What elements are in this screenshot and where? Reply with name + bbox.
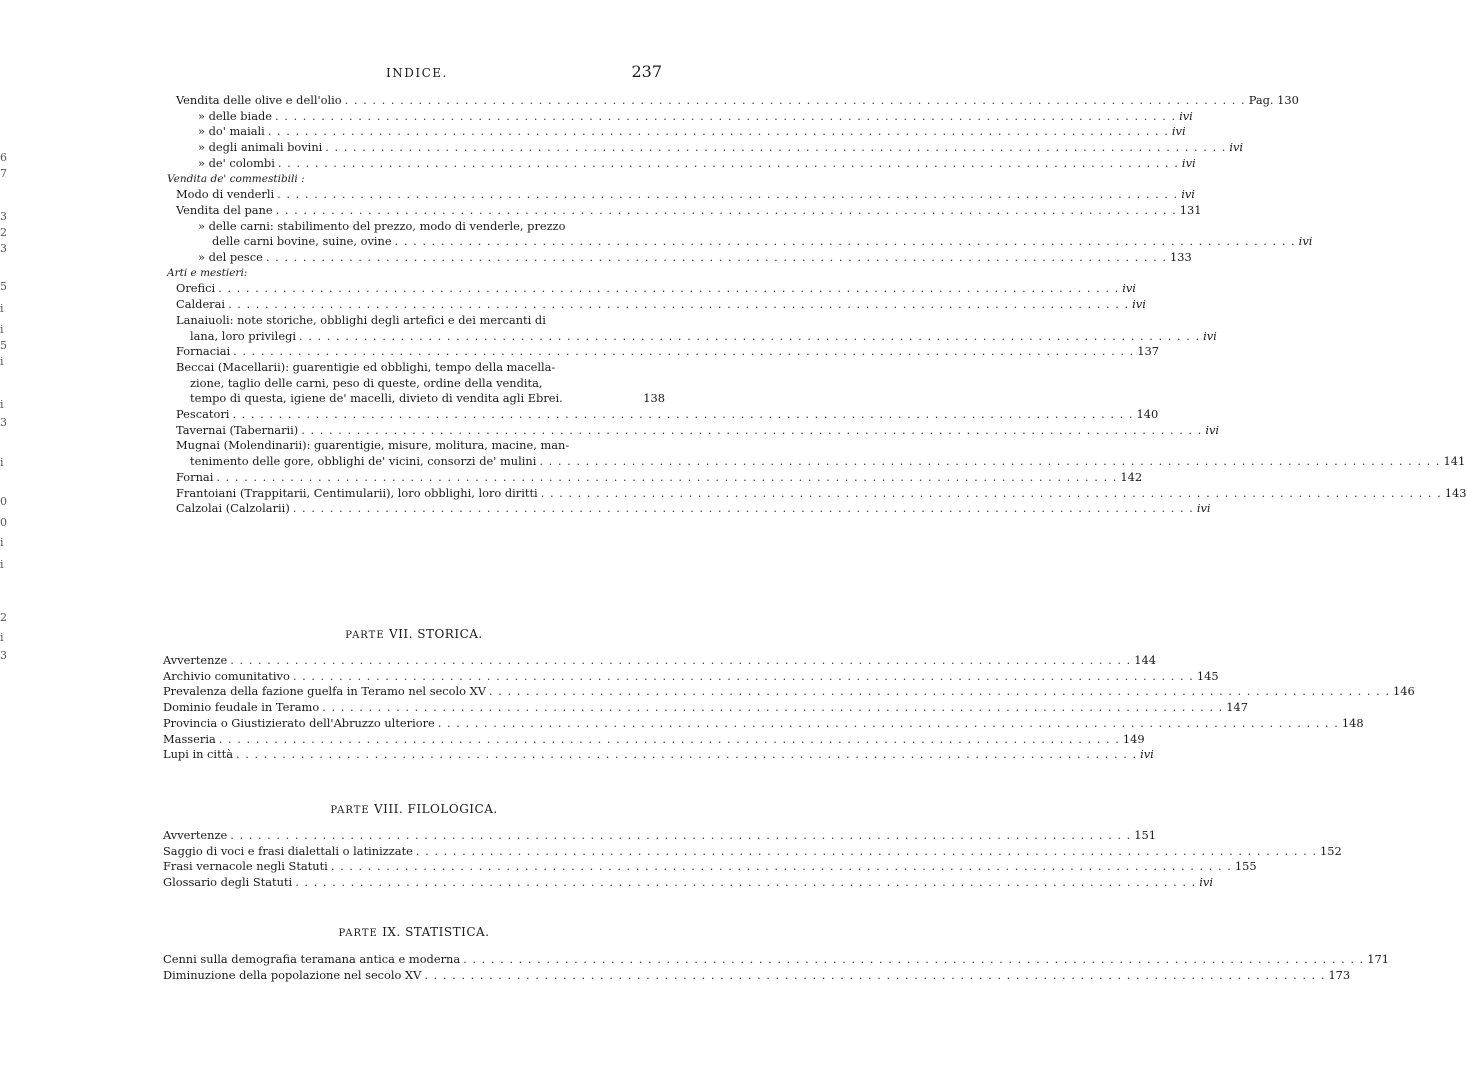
entry-title: Calzolai (Calzolarii) [176,501,290,516]
leader-dots [299,329,1200,345]
entry-page: 144 [1134,653,1157,667]
leader-dots [275,109,1176,125]
entry-title: » de' colombi [198,155,275,170]
entry-title: Provincia o Giustizierato dell'Abruzzo ulteriore [163,715,435,730]
bleed-char: 2 [0,611,7,624]
toc-entry [163,653,1157,669]
entry-continuation [163,454,1466,470]
entry-page: ivi [1181,155,1196,170]
entry-first-line: Beccai (Macellarii): guarentigie ed obblighi, tempo della macella- [176,359,556,374]
entry-page: 140 [1136,407,1159,422]
entry-title: Avvertenze [163,828,228,842]
toc-entry-multiline [163,360,665,407]
toc-entry [163,140,1244,156]
leader-dots [293,669,1194,685]
leader-dots [266,250,1167,266]
part-title: VIII. FILOLOGICA. [374,802,498,816]
entry-title: » do' maiali [198,124,265,139]
toc-entry [163,187,1195,203]
entry-page: ivi [1205,422,1220,437]
entry-title: » degli animali bovini [198,140,323,155]
toc-entry [163,281,1136,297]
entry-title: tenimento delle gore, obblighi de' vicini, consorzi de' mulini [190,454,537,469]
leader-dots [228,297,1129,313]
leader-dots [232,407,1133,423]
leader-dots [278,156,1179,172]
bleed-char: i [0,456,4,469]
page-number: 237 [631,62,662,81]
bleed-char: 3 [0,210,7,223]
leader-dots [325,140,1226,156]
bleed-char: 5 [0,280,7,293]
entry-page: 131 [1179,202,1202,217]
entry-title: Lupi in città [163,747,234,762]
leader-dots [293,501,1194,517]
toc-entry [163,250,1192,266]
entry-title: Tavernai (Tabernarii) [176,422,299,437]
leader-dots [218,281,1119,297]
entry-page: 147 [1226,700,1249,715]
leader-dots [416,844,1317,860]
entry-title: Vendita delle olive e dell'olio [176,93,342,107]
leader-dots [216,470,1117,486]
entry-page: Pag. 130 [1248,93,1299,107]
entry-page: 138 [643,391,665,406]
toc-entry [163,684,1415,700]
entry-page: 141 [1443,454,1466,469]
entry-page: ivi [1229,140,1244,155]
entry-page: 148 [1341,715,1364,730]
toc-block-commerce [163,93,1467,517]
entry-title: Vendita del pane [176,202,273,217]
toc-entry [163,344,1159,360]
entry-title: Glossario degli Statuti [163,875,293,890]
bleed-char: i [0,536,4,549]
leader-dots [345,93,1246,109]
entry-title: Masseria [163,731,216,746]
leader-dots [233,344,1134,360]
leader-dots [395,234,1296,250]
entry-middle-line: zione, taglio delle carni, peso di queste, ordine della vendita, [190,375,543,390]
entry-title: lana, loro privilegi [190,328,297,343]
part-heading-ix [163,925,665,942]
bleed-char: 3 [0,242,7,255]
entry-title: Prevalenza della fazione guelfa in Teramo nel secolo XV [163,684,486,699]
leader-dots [295,875,1196,891]
entry-title: Cenni sulla demografia teramana antica e moderna [163,952,461,966]
toc-entry [163,747,1154,763]
entry-page: ivi [1140,747,1154,762]
leader-dots [277,187,1178,203]
entry-title: Saggio di voci e frasi dialettali o latinizzate [163,843,413,858]
entry-page: ivi [1171,124,1186,139]
bleed-char: i [0,302,4,315]
toc-entry [163,202,1202,219]
entry-title: » del pesce [198,250,263,265]
toc-entry-multiline [163,312,1217,344]
leader-dots [230,653,1131,669]
toc-entry [163,859,1257,875]
entry-title: Dominio feudale in Teramo [163,700,320,715]
bleed-char: i [0,631,4,644]
entry-page: ivi [1199,875,1213,890]
leader-dots [268,124,1169,140]
entry-page: 152 [1319,843,1342,858]
bleed-char: 0 [0,495,7,508]
entry-page: 137 [1137,344,1159,359]
entry-page: 142 [1120,469,1143,484]
toc-entry [163,875,1213,891]
leader-dots [230,828,1131,844]
entry-page: 146 [1393,684,1415,699]
entry-page: ivi [1203,328,1217,343]
entry-title: Orefici [176,281,216,296]
entry-title: Archivio comunitativo [163,668,290,683]
toc-entry [163,715,1364,732]
leader-dots [463,952,1364,968]
toc-block-storica [163,653,1415,763]
section-heading: Arti e mestieri: [167,266,248,279]
section-heading: Vendita de' commestibili : [167,172,305,185]
toc-entry [163,828,1157,844]
entry-title: Calderai [176,297,226,312]
toc-block-statistica [163,952,1389,983]
toc-entry [163,843,1342,860]
entry-page: ivi [1179,108,1193,123]
part-title: VII. STORICA. [388,627,483,641]
entry-first-line: Mugnai (Molendinarii): guarentigie, misure, molitura, macine, man- [176,438,570,453]
bleed-char: i [0,558,4,571]
entry-page: ivi [1122,281,1136,296]
entry-title: Frantoiani (Trappitarii, Centimularii), loro obblighi, loro diritti [176,485,538,500]
entry-page: 149 [1122,731,1145,746]
leader-dots [541,486,1442,502]
entry-title: » delle biade [198,108,273,123]
bleed-char: i [0,398,4,411]
leader-dots [322,700,1223,716]
bleed-char: i [0,323,4,336]
toc-entry [163,668,1219,685]
leader-dots [276,203,1177,219]
bleed-char: i [0,355,4,368]
bleed-char: 6 [0,151,7,164]
toc-block-filologica [163,828,1342,891]
entry-title: Avvertenze [163,653,228,667]
part-label: PARTE [345,630,385,641]
part-title: IX. STATISTICA. [382,925,490,939]
toc-entry-multiline [163,438,1466,469]
toc-entry [163,155,1196,172]
entry-page: 155 [1234,859,1257,874]
entry-page: 133 [1169,250,1192,265]
toc-entry [163,108,1193,125]
leader-dots [236,747,1137,763]
toc-entry [163,501,1211,517]
toc-entry [163,422,1220,439]
bleed-char: 3 [0,649,7,662]
part-label: PARTE [338,928,378,939]
toc-entry [163,93,1299,109]
part-heading-vii [163,627,665,644]
entry-title: Fornai [176,469,214,484]
toc-entry [163,731,1145,748]
toc-entry [163,485,1467,502]
bleed-char: 7 [0,167,7,180]
entry-title: Pescatori [176,407,230,422]
entry-title: Fornaciai [176,344,231,359]
entry-title: Modo di venderli [176,187,275,202]
toc-entry [163,407,1159,423]
leader-dots [489,684,1390,700]
toc-entry [163,700,1249,716]
toc-entry [163,469,1143,486]
entry-page: 173 [1328,967,1351,982]
bleed-char: 3 [0,416,7,429]
leader-dots [331,859,1232,875]
toc-entry-multiline [163,218,1313,250]
entry-page: ivi [1181,187,1195,202]
part-label: PARTE [330,805,370,816]
entry-page: ivi [1298,234,1313,249]
entry-page: 171 [1367,952,1389,966]
leader-dots [219,732,1120,748]
entry-page: 145 [1196,668,1219,683]
entry-continuation [163,234,1313,250]
entry-title: tempo di questa, igiene de' macelli, divieto di vendita agli Ebrei. [190,391,563,406]
entry-title: delle carni bovine, suine, ovine [212,234,392,249]
bleed-char: 2 [0,226,7,239]
entry-title: Frasi vernacole negli Statuti [163,859,328,874]
entry-page: ivi [1196,501,1211,516]
leader-dots [301,423,1202,439]
entry-first-line: Lanaiuoli: note storiche, obblighi degli artefici e dei mercanti di [176,312,546,327]
bleed-char: 0 [0,516,7,529]
entry-continuation [163,328,1217,345]
toc-entry [163,124,1186,140]
entry-continuation [163,391,665,407]
leader-dots [539,454,1440,470]
running-title: INDICE. [386,66,448,80]
part-heading-viii [163,802,665,819]
entry-title: Diminuzione della popolazione nel secolo XV [163,967,422,982]
toc-entry [163,297,1146,313]
toc-entry [163,952,1389,968]
leader-dots [424,968,1325,984]
entry-page: 143 [1444,485,1467,500]
bleed-char: 5 [0,339,7,352]
entry-page: 151 [1134,828,1157,842]
toc-entry [163,967,1351,984]
entry-page: ivi [1132,297,1146,312]
leader-dots [438,716,1339,732]
entry-first-line: » delle carni: stabilimento del prezzo, modo di venderle, prezzo [198,218,566,233]
